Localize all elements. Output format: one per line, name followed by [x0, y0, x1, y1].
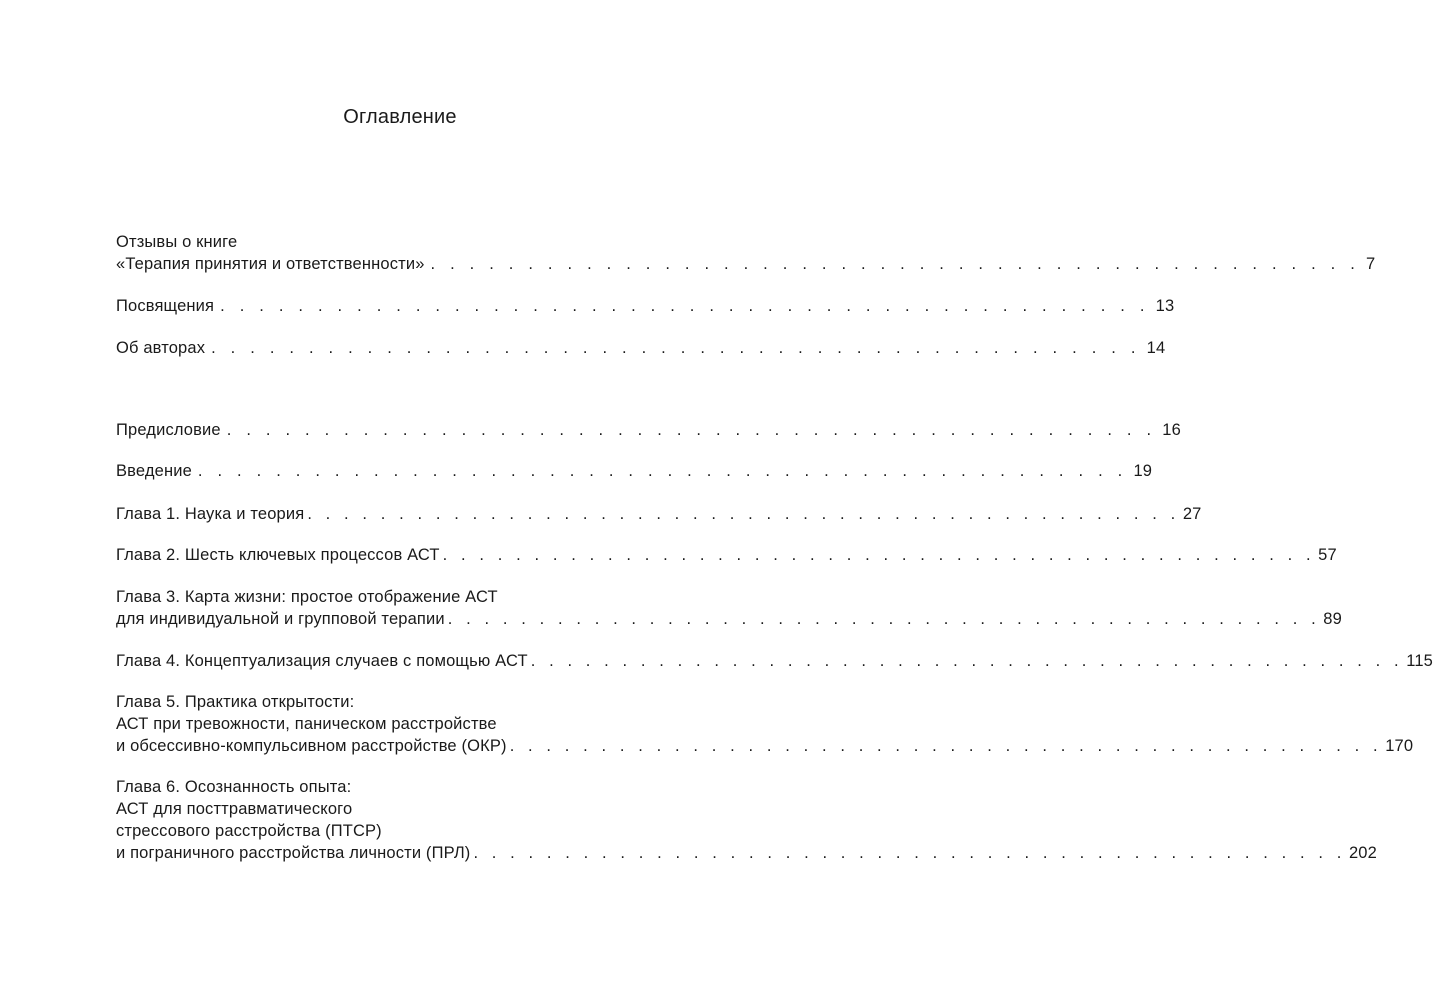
dot-leader: . . . . . . . . . . . . . . . . . . . . . . . . . . . . . . . . . . . . . . . . . . . . . . . . [226, 421, 1157, 439]
dot-leader: . . . . . . . . . . . . . . . . . . . . . . . . . . . . . . . . . . . . . . . . . . . . . . . . [442, 546, 1316, 564]
dot-leader: . . . . . . . . . . . . . . . . . . . . . . . . . . . . . . . . . . . . . . . . . . . . . . . . [509, 737, 1383, 755]
toc-entry-line: Глава 5. Практика открытости: [116, 693, 355, 711]
toc-entry-label: Предисловие [116, 421, 221, 439]
toc-entry-label: Глава 1. Наука и теория [116, 505, 305, 523]
dot-leader: . . . . . . . . . . . . . . . . . . . . . . . . . . . . . . . . . . . . . . . . . . . . . . . . [447, 610, 1321, 628]
toc-entry-label: Об авторах [116, 339, 206, 357]
toc-entry-chapter-6[interactable] [116, 776, 1377, 864]
toc-page-number: 202 [1348, 844, 1377, 862]
dot-leader: . . . . . . . . . . . . . . . . . . . . . . . . . . . . . . . . . . . . . . . . . . . . . . . . [197, 462, 1128, 480]
toc-entry-preface[interactable] [116, 419, 1181, 441]
toc-entry-chapter-1[interactable] [116, 503, 1202, 525]
toc-entry-line: Отзывы о книге [116, 233, 238, 251]
toc-entry-line: АСТ при тревожности, паническом расстройстве [116, 715, 497, 733]
toc-entry-reviews[interactable] [116, 231, 1376, 275]
toc-entry-chapter-2[interactable] [116, 544, 1337, 566]
toc-entry-chapter-4[interactable] [116, 650, 1433, 672]
toc-entry-label: Посвящения [116, 297, 215, 315]
toc-page-number: 27 [1182, 505, 1202, 523]
toc-entry-line: Глава 3. Карта жизни: простое отображение АСТ [116, 588, 498, 606]
toc-entry-label: Глава 4. Концептуализация случаев с помощью АСТ [116, 652, 528, 670]
toc-entry-label: Введение [116, 462, 192, 480]
toc-page-number: 170 [1385, 737, 1414, 755]
toc-entry-line: Глава 6. Осознанность опыта: [116, 778, 352, 796]
toc-page-number: 7 [1366, 255, 1376, 273]
toc-entry-chapter-5[interactable] [116, 691, 1414, 757]
toc-entry-label: Глава 2. Шесть ключевых процессов АСТ [116, 546, 440, 564]
toc-page-number: 16 [1162, 421, 1181, 439]
dot-leader: . . . . . . . . . . . . . . . . . . . . . . . . . . . . . . . . . . . . . . . . . . . . . . . . [307, 505, 1180, 523]
dot-leader: . . . . . . . . . . . . . . . . . . . . . . . . . . . . . . . . . . . . . . . . . . . . . . . . [211, 339, 1141, 357]
dot-leader: . . . . . . . . . . . . . . . . . . . . . . . . . . . . . . . . . . . . . . . . . . . . . . . . [473, 844, 1346, 862]
toc-entry-about-authors[interactable] [116, 337, 1166, 359]
toc-entry-line: АСТ для посттравматического [116, 800, 353, 818]
toc-entry-label: и пограничного расстройства личности (ПРЛ) [116, 844, 471, 862]
toc-entry-dedications[interactable] [116, 295, 1175, 317]
toc-entry-label: «Терапия принятия и ответственности» [116, 255, 425, 273]
toc-entry-introduction[interactable] [116, 460, 1153, 482]
toc-page-number: 14 [1146, 339, 1166, 357]
toc-page-number: 115 [1406, 652, 1433, 670]
toc-entry-line: стрессового расстройства (ПТСР) [116, 822, 382, 840]
toc-page-number: 19 [1133, 462, 1153, 480]
toc-entry-label: для индивидуальной и групповой терапии [116, 610, 445, 628]
page-title: Оглавление [343, 106, 457, 128]
dot-leader: . . . . . . . . . . . . . . . . . . . . . . . . . . . . . . . . . . . . . . . . . . . . . . . . [530, 652, 1404, 670]
dot-leader: . . . . . . . . . . . . . . . . . . . . . . . . . . . . . . . . . . . . . . . . . . . . . . . . [220, 297, 1150, 315]
toc-page-number: 89 [1323, 610, 1342, 628]
dot-leader: . . . . . . . . . . . . . . . . . . . . . . . . . . . . . . . . . . . . . . . . . . . . . . . . [430, 255, 1361, 273]
toc-page-number: 13 [1155, 297, 1175, 315]
toc-entry-chapter-3[interactable] [116, 586, 1342, 630]
toc-entry-label: и обсессивно-компульсивном расстройстве (ОКР) [116, 737, 507, 755]
toc-page-number: 57 [1318, 546, 1337, 564]
